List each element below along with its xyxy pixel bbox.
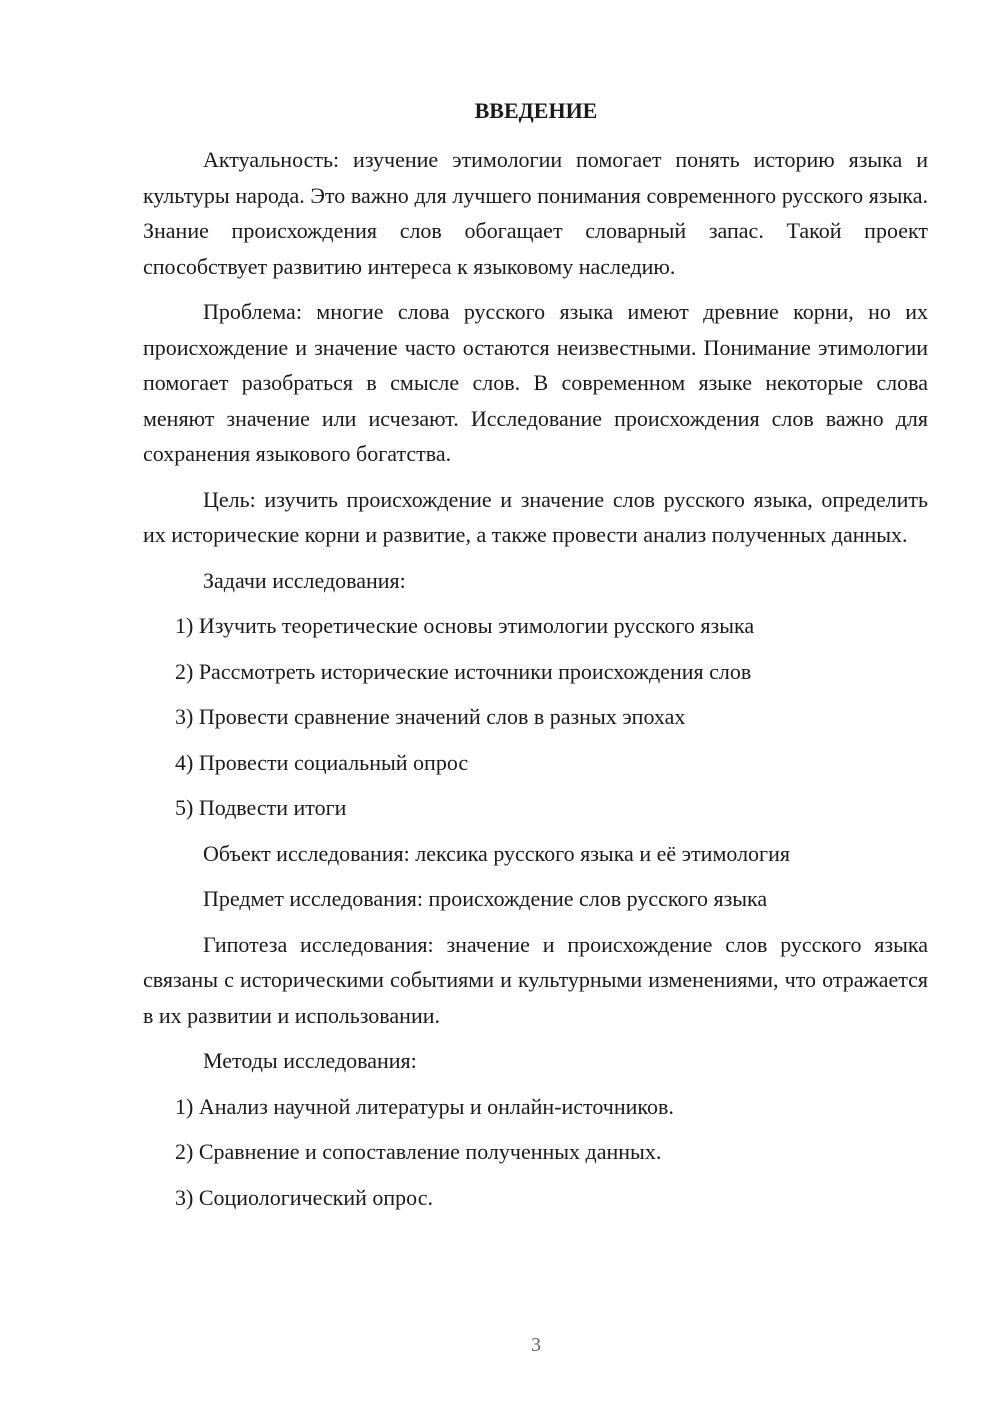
methods-heading: Методы исследования:	[203, 1048, 417, 1073]
relevance-paragraph: Актуальность: изучение этимологии помогает понять историю языка и культуры народа. Это важно для лучшего понимания современного русского языка. Знание происхождения слов обогащает словарный запас. Такой проект способствует развитию интереса к языковому наследию.	[143, 147, 928, 279]
goal-paragraph: Цель: изучить происхождение и значение слов русского языка, определить их исторические корни и развитие, а также провести анализ полученных данных.	[143, 486, 928, 547]
task-item: 4) Провести социальный опрос	[175, 749, 469, 775]
task-item: 1) Изучить теоретические основы этимологии русского языка	[175, 613, 755, 638]
subject-paragraph: Предмет исследования: происхождение слов русского языка	[203, 886, 768, 911]
task-item: 3) Провести сравнение значений слов в разных эпохах	[175, 704, 686, 729]
page-body	[143, 142, 928, 1225]
method-item: 3) Социологический опрос.	[175, 1184, 433, 1210]
task-item: 5) Подвести итоги	[175, 795, 347, 820]
task-item: 2) Рассмотреть исторические источники происхождения слов	[175, 658, 752, 684]
object-paragraph: Объект исследования: лексика русского языка и её этимология	[203, 840, 790, 866]
method-item: 2) Сравнение и сопоставление полученных данных.	[175, 1139, 662, 1164]
method-item: 1) Анализ научной литературы и онлайн-источников.	[175, 1093, 674, 1119]
page-title: ВВЕДЕНИЕ	[474, 98, 598, 123]
tasks-heading: Задачи исследования:	[203, 567, 406, 593]
hypothesis-paragraph: Гипотеза исследования: значение и происхождение слов русского языка связаны с историческими событиями и культурными изменениями, что отражается в их развитии и использовании.	[143, 931, 928, 1028]
problem-paragraph: Проблема: многие слова русского языка имеют древние корни, но их происхождение и значение часто остаются неизвестными. Понимание этимологии помогает разобраться в смысле слов. В современном языке некоторые слова меняют значение или исчезают. Исследование происхождения слов важно для сохранения языкового богатства.	[143, 299, 928, 466]
page-number: 3	[531, 1334, 541, 1356]
